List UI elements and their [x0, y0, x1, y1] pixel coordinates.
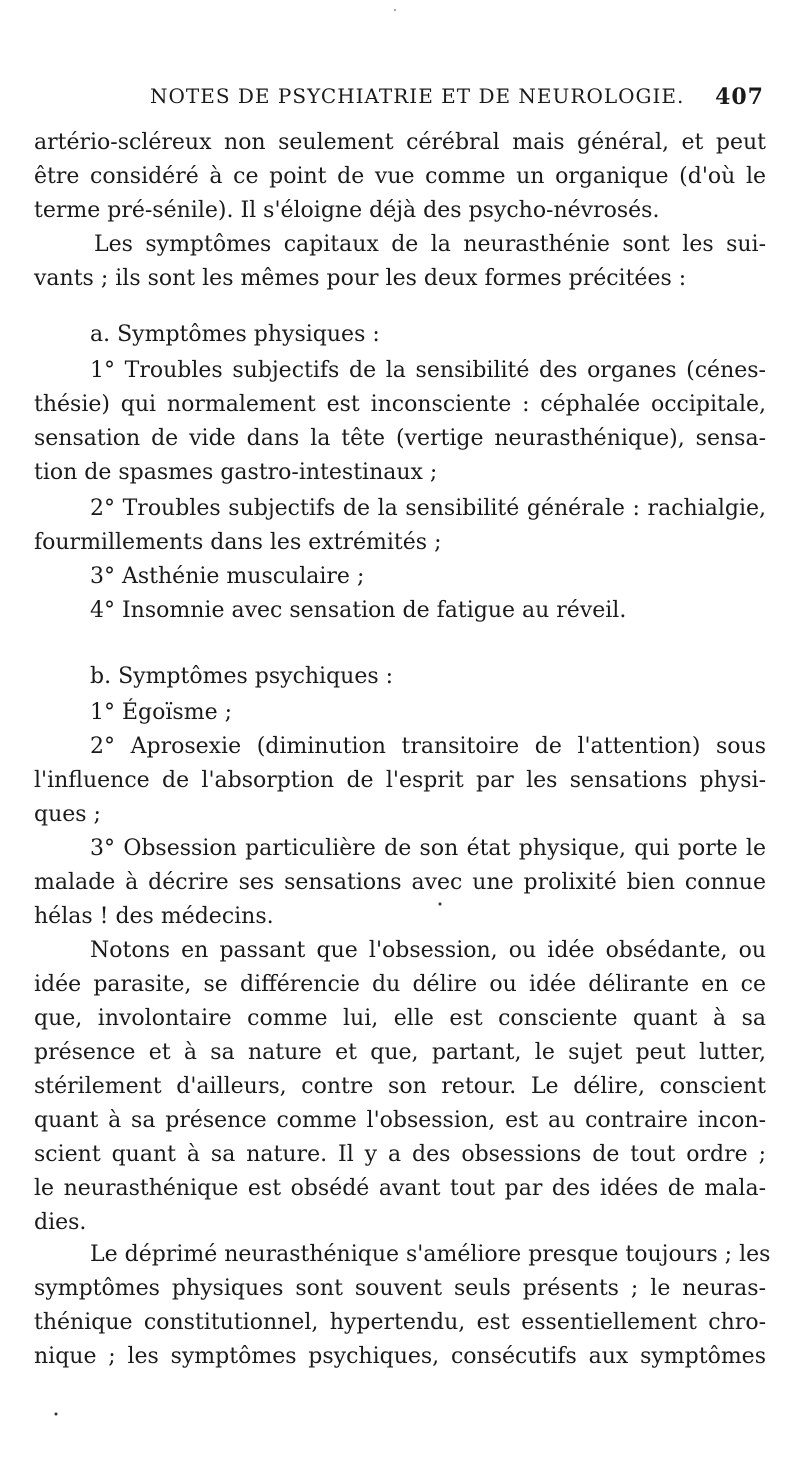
- paragraph-first-line: Notons en passant que l'obsession, ou idée obsédante, ou: [90, 938, 766, 963]
- list-item: 1° Égoïsme ;: [90, 700, 232, 725]
- list-item-first-line: 2° Troubles subjectifs de la sensibilité générale : rachialgie,: [90, 496, 766, 521]
- text-line: fourmillements dans les extrémités ;: [34, 530, 442, 555]
- text-line: que, involontaire comme lui, elle est consciente quant à sa: [34, 1006, 766, 1031]
- list-item: 3° Asthénie musculaire ;: [90, 564, 365, 589]
- text-line: scient quant à sa nature. Il y a des obsessions de tout ordre ;: [34, 1142, 766, 1167]
- text-line: sensation de vide dans la tête (vertige neurasthénique), sensa-: [34, 426, 766, 451]
- text-line: idée parasite, se différencie du délire ou idée délirante en ce: [34, 972, 766, 997]
- list-item-first-line: 1° Troubles subjectifs de la sensibilité des organes (cénes-: [90, 358, 766, 383]
- text-line: vants ; ils sont les mêmes pour les deux formes précitées :: [34, 266, 687, 291]
- text-line: ques ;: [34, 802, 101, 827]
- text-line: symptômes physiques sont souvent seuls présents ; le neuras-: [34, 1276, 766, 1301]
- list-item-first-line: 3° Obsession particulière de son état physique, qui porte le: [90, 836, 766, 861]
- list-item-first-line: 2° Aprosexie (diminution transitoire de l'attention) sous: [90, 734, 766, 759]
- text-line: thénique constitutionnel, hypertendu, est essentiellement chro-: [34, 1310, 766, 1335]
- text-line: tion de spasmes gastro-intestinaux ;: [34, 460, 438, 485]
- text-line: nique ; les symptômes psychiques, consécutifs aux symptômes: [34, 1344, 766, 1369]
- ink-speck: [394, 9, 396, 11]
- section-heading-physical: a. Symptômes physiques :: [90, 322, 380, 347]
- text-line: thésie) qui normalement est inconsciente : céphalée occipitale,: [34, 392, 766, 417]
- running-title: NOTES DE PSYCHIATRIE ET DE NEUROLOGIE.: [150, 84, 685, 108]
- text-line: présence et à sa nature et que, partant, le sujet peut lutter,: [34, 1040, 766, 1065]
- ink-speck: [439, 903, 442, 906]
- page-number: 407: [715, 84, 764, 110]
- paragraph-first-line: Le déprimé neurasthénique s'améliore presque toujours ; les: [90, 1242, 771, 1267]
- text-line: artério-scléreux non seulement cérébral mais général, et peut: [34, 130, 766, 155]
- text-line: le neurasthénique est obsédé avant tout par des idées de mala-: [34, 1176, 766, 1201]
- text-line: dies.: [34, 1210, 87, 1235]
- list-item: 4° Insomnie avec sensation de fatigue au réveil.: [90, 598, 627, 623]
- paragraph-first-line: Les symptômes capitaux de la neurasthénie sont les sui-: [94, 232, 766, 257]
- text-line: malade à décrire ses sensations avec une prolixité bien connue: [34, 870, 766, 895]
- ink-speck: [55, 1413, 58, 1416]
- text-line: stérilement d'ailleurs, contre son retour. Le délire, conscient: [34, 1074, 766, 1099]
- text-line: quant à sa présence comme l'obsession, est au contraire incon-: [34, 1108, 766, 1133]
- text-line: l'influence de l'absorption de l'esprit par les sensations physi-: [34, 768, 766, 793]
- section-heading-psychic: b. Symptômes psychiques :: [90, 664, 394, 689]
- text-line: hélas ! des médecins.: [34, 904, 274, 929]
- text-line: terme pré-sénile). Il s'éloigne déjà des psycho-névrosés.: [34, 198, 660, 223]
- text-line: être considéré à ce point de vue comme un organique (d'où le: [34, 164, 766, 189]
